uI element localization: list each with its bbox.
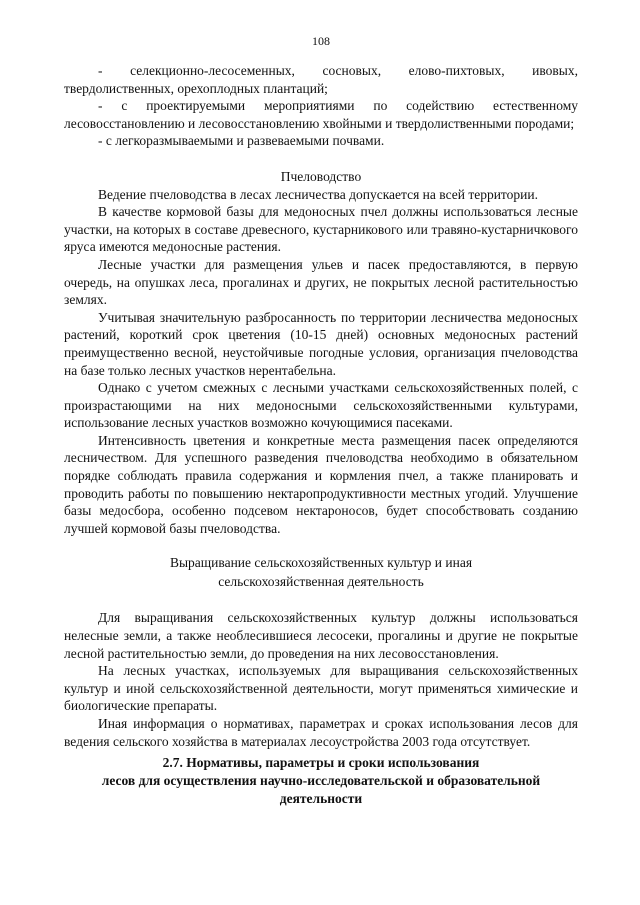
list-item: - селекционно-лесосеменных, сосновых, елово-пихтовых, ивовых, твердолиственных, орехоплодных плантаций; [64, 63, 578, 96]
paragraph: Учитывая значительную разбросанность по территории лесничества медоносных растений, короткий срок цветения (10-15 дней) основных медоносных растений преимущественно весной, неустойчивые погодные условия, организация пчеловодства на базе только лесных участков нерентабельна. [64, 309, 578, 378]
paragraph: Лесные участки для размещения ульев и пасек предоставляются, в первую очередь, на опушках леса, прогалинах и других, не покрытых лесной растительностью землях. [64, 256, 578, 308]
section-title-line: Выращивание сельскохозяйственных культур и иная [169, 555, 473, 571]
list-item: - с легкоразмываемыми и развеваемыми почвами. [98, 133, 385, 149]
heading-line: лесов для осуществления научно-исследовательской и образовательной [101, 773, 541, 789]
paragraph: Ведение пчеловодства в лесах лесничества допускается на всей территории. [98, 186, 538, 202]
heading-line: деятельности [279, 791, 363, 807]
section-title-line: сельскохозяйственная деятельность [218, 574, 424, 590]
list-item: - с проектируемыми мероприятиями по содействию естественному лесовосстановлению и лесовосстановлению хвойными и твердолиственными породами; [64, 98, 578, 131]
section-title-beekeeping: Пчеловодство [280, 168, 362, 184]
page-number: 108 [312, 34, 330, 48]
paragraph: Однако с учетом смежных с лесными участками сельскохозяйственных полей, с произрастающими на них медоносными сельскохозяйственными культурами, использование лесных участков возможно кочующимися пасеками. [64, 380, 578, 431]
section-title-agriculture [64, 553, 578, 591]
paragraph: Для выращивания сельскохозяйственных культур должны использоваться нелесные земли, а также необлесившиеся лесосеки, прогалины и другие не покрытые лесной растительностью земли, до проведения на них лесовосстановления. [64, 610, 578, 661]
heading-line: 2.7. Нормативы, параметры и сроки использования [162, 755, 480, 771]
paragraph: Иная информация о нормативах, параметрах и сроках использования лесов для ведения сельского хозяйства в материалах лесоустройства 2003 года отсутствует. [64, 716, 578, 749]
paragraph: На лесных участках, используемых для выращивания сельскохозяйственных культур и иной сельскохозяйственной деятельности, могут применяться химические и биологические препараты. [64, 663, 578, 714]
section-heading-2-7 [64, 754, 578, 808]
document-page [64, 34, 578, 808]
paragraph: Интенсивность цветения и конкретные места размещения пасек определяются лесничеством. Для успешного разведения пчеловодства необходимо в обязательном порядке соблюдать правила содержания и кормления пчел, а также планировать и проводить работы по повышению нектаропродуктивности местных угодий. Улучшение базы медосбора, особенно подсевом нектароносов, будет способствовать созданию лучшей кормовой базы пчеловодства. [64, 432, 578, 536]
paragraph: В качестве кормовой базы для медоносных пчел должны использоваться лесные участки, на которых в составе древесного, кустарникового или травяно-кустарничкового яруса имеются медоносные растения. [64, 204, 578, 255]
